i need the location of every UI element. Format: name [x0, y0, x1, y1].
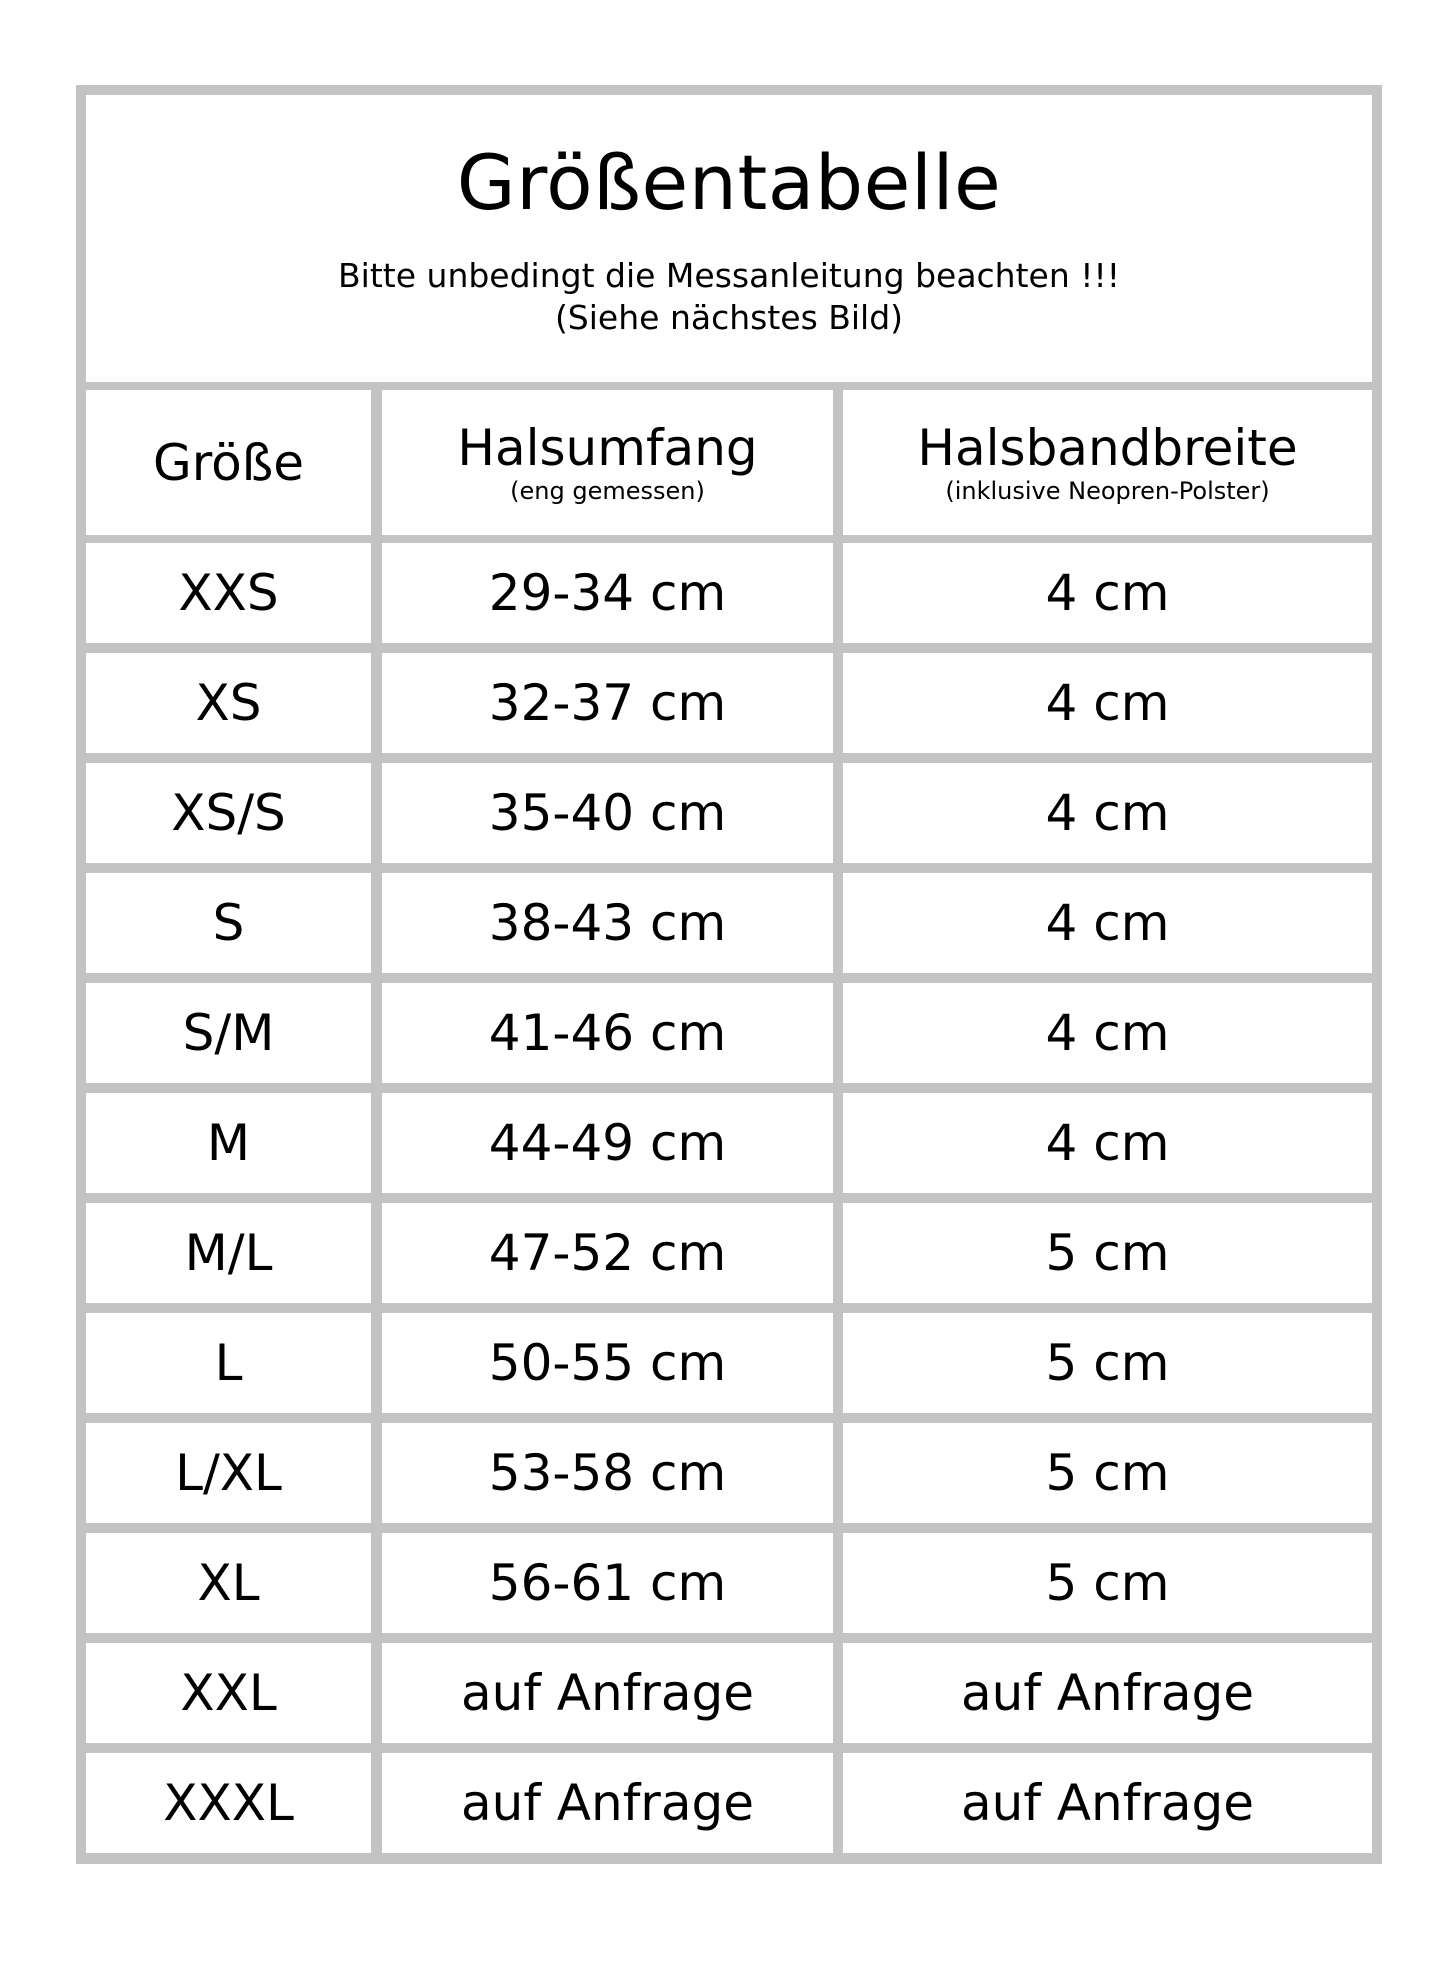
cell-value: 50-55 cm — [488, 1334, 727, 1392]
neck-circumference-cell — [382, 873, 833, 973]
cell-value: 5 cm — [1045, 1554, 1170, 1612]
cell-value: XL — [197, 1554, 260, 1612]
neck-circumference-cell — [382, 543, 833, 643]
size-cell — [86, 763, 371, 863]
size-cell — [86, 983, 371, 1083]
table-row — [86, 1203, 1372, 1303]
header-neck-circumference — [382, 390, 833, 535]
table-row — [86, 1753, 1372, 1853]
cell-value: M/L — [184, 1224, 273, 1282]
cell-value: XXXL — [163, 1774, 294, 1832]
collar-width-cell — [843, 1533, 1372, 1633]
collar-width-cell — [843, 1203, 1372, 1303]
table-row — [86, 653, 1372, 753]
cell-value: XXS — [178, 564, 279, 622]
table-row — [86, 983, 1372, 1083]
table-row — [86, 763, 1372, 863]
size-cell — [86, 543, 371, 643]
cell-value: auf Anfrage — [960, 1774, 1255, 1832]
size-cell — [86, 1753, 371, 1853]
cell-value: 4 cm — [1045, 674, 1170, 732]
cell-value: 4 cm — [1045, 784, 1170, 842]
size-chart-frame — [76, 85, 1382, 1864]
neck-circumference-cell — [382, 653, 833, 753]
cell-value: 5 cm — [1045, 1444, 1170, 1502]
page-title: Größentabelle — [456, 138, 1002, 227]
cell-value: 29-34 cm — [488, 564, 727, 622]
size-cell — [86, 1423, 371, 1523]
cell-value: 47-52 cm — [488, 1224, 727, 1282]
cell-value: L — [214, 1334, 243, 1392]
neck-circumference-cell — [382, 983, 833, 1083]
cell-value: auf Anfrage — [960, 1664, 1255, 1722]
cell-value: 53-58 cm — [488, 1444, 727, 1502]
neck-circumference-cell — [382, 1533, 833, 1633]
cell-value: 35-40 cm — [488, 784, 727, 842]
table-row — [86, 1643, 1372, 1743]
cell-value: 38-43 cm — [488, 894, 727, 952]
collar-width-cell — [843, 1423, 1372, 1523]
cell-value: XS — [195, 674, 262, 732]
header-label: Halsumfang — [457, 418, 758, 477]
table-header-row — [86, 390, 1372, 535]
header-size — [86, 390, 371, 535]
cell-value: 4 cm — [1045, 1004, 1170, 1062]
table-row — [86, 1533, 1372, 1633]
cell-value: 56-61 cm — [488, 1554, 727, 1612]
header-note: (inklusive Neopren-Polster) — [945, 476, 1270, 505]
size-cell — [86, 1643, 371, 1743]
table-row — [86, 543, 1372, 643]
cell-value: 41-46 cm — [488, 1004, 727, 1062]
cell-value: XXL — [180, 1664, 277, 1722]
neck-circumference-cell — [382, 1203, 833, 1303]
header-label: Halsbandbreite — [917, 418, 1298, 477]
cell-value: 4 cm — [1045, 1114, 1170, 1172]
measuring-instructions-note: Bitte unbedingt die Messanleitung beachten !!! — [338, 256, 1120, 295]
see-next-image-note: (Siehe nächstes Bild) — [554, 298, 904, 337]
neck-circumference-cell — [382, 1093, 833, 1193]
neck-circumference-cell — [382, 1753, 833, 1853]
collar-width-cell — [843, 1093, 1372, 1193]
collar-width-cell — [843, 983, 1372, 1083]
cell-value: 5 cm — [1045, 1224, 1170, 1282]
cell-value: 4 cm — [1045, 894, 1170, 952]
table-row — [86, 1093, 1372, 1193]
cell-value: auf Anfrage — [460, 1774, 755, 1832]
collar-width-cell — [843, 1753, 1372, 1853]
cell-value: L/XL — [175, 1444, 282, 1502]
collar-width-cell — [843, 1643, 1372, 1743]
cell-value: auf Anfrage — [460, 1664, 755, 1722]
cell-value: XS/S — [171, 784, 286, 842]
header-note: (eng gemessen) — [510, 476, 705, 505]
collar-width-cell — [843, 1313, 1372, 1413]
neck-circumference-cell — [382, 763, 833, 863]
cell-value: 44-49 cm — [488, 1114, 727, 1172]
size-cell — [86, 1533, 371, 1633]
cell-value: S — [212, 894, 245, 952]
cell-value: S/M — [182, 1004, 275, 1062]
collar-width-cell — [843, 873, 1372, 973]
cell-value: M — [206, 1114, 251, 1172]
subtitle — [86, 255, 1372, 339]
collar-width-cell — [843, 653, 1372, 753]
size-cell — [86, 873, 371, 973]
size-cell — [86, 1093, 371, 1193]
collar-width-cell — [843, 763, 1372, 863]
cell-value: 4 cm — [1045, 564, 1170, 622]
cell-value: 5 cm — [1045, 1334, 1170, 1392]
neck-circumference-cell — [382, 1643, 833, 1743]
header-collar-width — [843, 390, 1372, 535]
header-label: Größe — [152, 433, 305, 492]
cell-value: 32-37 cm — [488, 674, 727, 732]
size-cell — [86, 1203, 371, 1303]
size-cell — [86, 653, 371, 753]
table-row — [86, 1423, 1372, 1523]
neck-circumference-cell — [382, 1423, 833, 1523]
size-cell — [86, 1313, 371, 1413]
table-row — [86, 1313, 1372, 1413]
neck-circumference-cell — [382, 1313, 833, 1413]
table-row — [86, 873, 1372, 973]
title-section — [86, 95, 1372, 382]
collar-width-cell — [843, 543, 1372, 643]
